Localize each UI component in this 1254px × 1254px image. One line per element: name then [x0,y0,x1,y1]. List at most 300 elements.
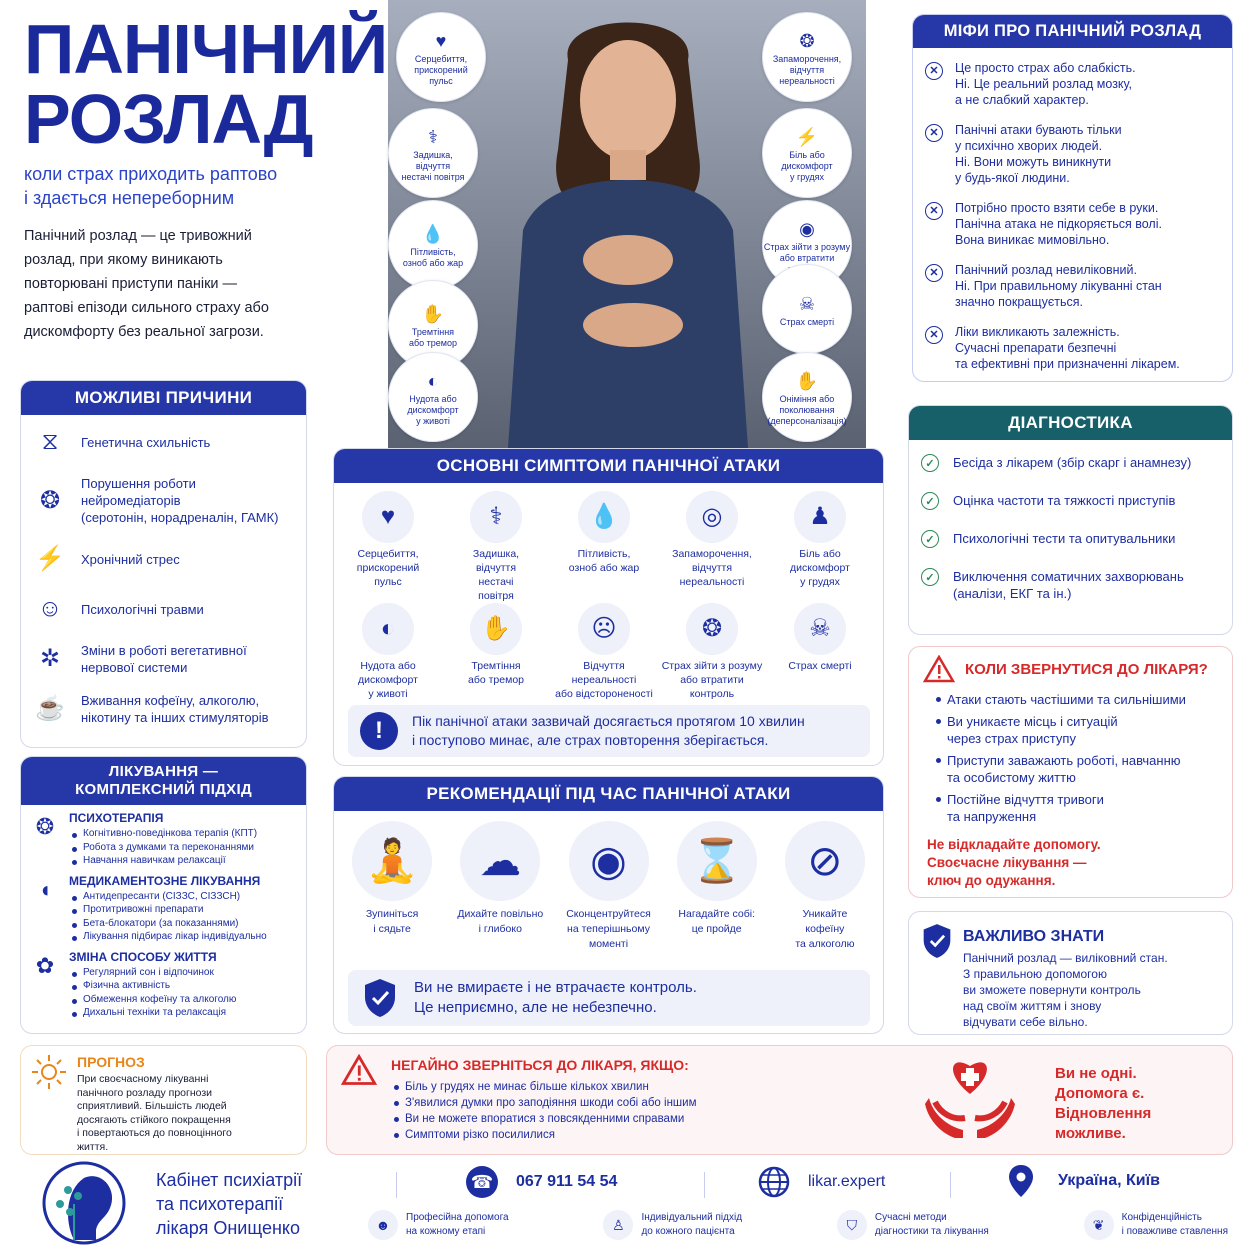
subtitle [24,162,324,210]
hero-symptom-label: Страх смерті [779,316,835,327]
myth-item [925,122,1218,186]
person-icon: ♙ [612,1217,625,1233]
important-line: Панічний розлад — виліковний стан. [963,951,1168,965]
website-url: likar.expert [808,1173,886,1190]
check-circle-icon: ✓ [921,568,939,586]
diagnostic-item [921,454,1220,472]
important-card [908,911,1233,1035]
causes-list [21,415,306,748]
intro-line: дискомфорту без реальної загрози. [24,324,264,340]
eye-icon: ◉ [590,837,627,884]
myth-line: Ліки викликають залежність. [955,325,1120,339]
symptom-label: озноб або жар [568,562,640,574]
cause-item [33,425,294,459]
treatment-item: Робота з думками та переконаннями [69,841,257,855]
check-circle-icon: ✓ [921,530,939,548]
treatment-item: Обмеження кофеїну та алкоголю [69,993,236,1007]
myth-item [925,262,1218,310]
symptom-item [334,603,442,715]
urgent-card [326,1045,1233,1155]
urgent-list [391,1079,871,1143]
symptom-label: Запаморочення, [672,548,752,560]
symptom-item [658,603,766,715]
shield-check-icon [921,922,953,960]
globe-icon [758,1166,790,1198]
urgent-item: Симптоми різко посилилися [391,1127,871,1143]
hero-symptom-label: Страх зійти з розуму [763,241,851,252]
warning-line-1: Не відкладайте допомогу. [927,837,1101,852]
no-drinks-icon: ⊘ [807,837,843,884]
myth-line: значно покращується. [955,295,1084,309]
footer-feature-line: на кожному етапі [406,1226,486,1237]
cause-line: Зміни в роботі вегетативної [81,643,247,658]
stomach-icon: ◐ [380,615,396,642]
causes-card [20,380,307,748]
myth-line: Панічні атаки бувають тільки [955,123,1122,137]
myth-line: Ні. Це реальний розлад мозку, [955,77,1133,91]
phone-number: 067 911 54 54 [516,1173,618,1190]
skull-icon: ☠ [809,615,831,642]
title-line-2: РОЗЛАД [24,80,313,158]
warning-line-3: ключ до одужання. [927,873,1056,888]
myth-line: у будь-якої людини. [955,171,1070,185]
people-icon: ☻ [375,1217,391,1233]
hand-icon: ✋ [795,370,819,391]
treatment-title [21,757,306,805]
diagnostics-card [908,405,1233,635]
important-line: над своїм життям і знову [963,999,1102,1013]
diagnostic-line: Виключення соматичних захворювань [953,569,1184,584]
recommendation-item [663,821,771,952]
hero-symptom-circle [388,200,478,290]
myth-item [925,60,1218,108]
treatment-item: Когнітивно-поведінкова терапія (КПТ) [69,827,257,841]
cause-item [33,642,294,676]
cause-line: нейромедіаторів [81,493,181,508]
title-line-1: ПАНІЧНИЙ [24,10,388,88]
symptom-label: Тремтіння [471,660,521,672]
recommendations-row [334,811,883,952]
hero-symptom-label: у животі [416,415,450,426]
hero-symptom-circle [762,108,852,198]
reassurance-note [348,970,870,1026]
treatment-title-line-1: ЛІКУВАННЯ — [108,763,219,780]
footer-feature-line: і поважливе ставлення [1121,1226,1228,1237]
title-block [24,10,388,344]
cause-item [33,475,294,526]
exclamation-icon: ! [360,712,398,750]
prognosis-line: При своєчасному лікуванні [77,1073,209,1085]
urgent-side-text [1055,1054,1151,1144]
myths-title: МІФИ ПРО ПАНІЧНИЙ РОЗЛАД [913,15,1232,48]
recommendation-label: Нагадайте собі: [678,908,756,920]
diagnostics-title: ДІАГНОСТИКА [909,406,1232,440]
intro-line: Панічний розлад — це тривожний [24,228,252,244]
warning-line-2: Своєчасне лікування — [927,855,1087,870]
myth-line: Це просто страх або слабкість. [955,61,1136,75]
footer-feature-line: до кожного пацієнта [641,1226,735,1237]
hero-symptom-label: Задишка, [413,149,453,160]
footer-feature [837,1210,989,1240]
symptom-item [442,603,550,715]
drop-icon: 💧 [589,503,619,530]
symptom-label: повітря [478,590,514,602]
hero-symptom-circle [388,108,478,198]
lightning-icon: ⚡ [35,545,65,572]
urgent-side-line: Відновлення [1055,1105,1152,1122]
hero-symptom-label: пульс [429,75,453,86]
meditation-icon: 🧘 [365,837,419,884]
hero-symptom-label: Серцебиття, [414,53,468,64]
recommendation-label: Дихайте повільно [457,908,544,920]
peak-note-line-1: Пік панічної атаки зазвичай досягається протягом 10 хвилин [412,713,805,729]
cause-line: (серотонін, норадреналін, ГАМК) [81,510,279,525]
head-icon: ☺ [37,595,63,622]
hero-symptom-label: дискомфорт [407,404,459,415]
prognosis-line: досягають стійкого покращення [77,1113,231,1126]
symptom-label: Пітливість, [577,548,631,560]
check-circle-icon: ✓ [921,492,939,510]
symptom-label: Відчуття [583,660,625,672]
myth-line: Сучасні препарати безпечні [955,341,1117,355]
treatment-item: Дихальні техніки та релаксація [69,1006,236,1020]
warning-icon [923,655,955,683]
peak-note-line-2: і поступово минає, але страх повторення зберігається. [412,732,769,748]
clinic-logo [34,1160,134,1246]
myth-line: а не слабкий характер. [955,93,1089,107]
hero-symptom-label: Пітливість, [410,247,456,257]
footer-feature [1084,1210,1228,1240]
lightning-icon: ⚡ [795,126,819,147]
symptom-label: у животі [368,688,408,700]
phone-icon: ☎ [466,1166,498,1198]
hero-symptom-label: нестачі повітря [401,171,465,182]
hourglass-icon: ⌛ [690,837,743,884]
location-pin-icon [1008,1164,1034,1198]
cause-line: Психологічні травми [81,601,204,617]
myth-line: у психічно хворих людей. [955,139,1103,153]
treatment-item: Фізична активність [69,979,236,993]
symptom-label: Задишка, [472,548,520,560]
lungs-icon: ⚕ [428,126,438,147]
symptom-label: відчуття [475,562,517,574]
urgent-side-line: можливе. [1055,1125,1126,1142]
hero-symptom-circle [388,352,478,442]
reassurance-line-2: Це неприємно, але не небезпечно. [414,999,657,1016]
drop-icon: 💧 [421,224,445,244]
cause-line: Порушення роботи [81,476,196,491]
urgent-item: З'явилися думки про заподіяння шкоди собі або іншим [391,1095,871,1111]
location-text: Україна, Київ [1058,1172,1160,1189]
footer-feature-line: Сучасні методи [874,1212,947,1223]
clinic-name-line-1: Кабінет психіатрії [156,1170,303,1190]
symptom-label: прискорений [356,562,420,574]
hero-symptom-label: Запаморочення, [772,53,842,64]
symptom-label: дискомфорт [358,674,418,686]
symptom-label: Серцебиття, [357,548,419,560]
brain-icon: ❂ [799,30,815,51]
pill-icon: ◖ [38,876,52,902]
hero-symptom-circle [762,352,852,442]
symptom-label: Страх смерті [788,660,852,672]
symptom-item [766,603,874,715]
symptom-label: нестачі [478,576,514,588]
clinic-name [156,1168,302,1240]
recommendation-label: це пройде [691,923,742,935]
recommendation-item [554,821,662,952]
urgent-item: Ви не можете впоратися з повсякденними справами [391,1111,871,1127]
recommendation-label: кофеїну [805,923,845,935]
symptom-label: нереальності [679,576,745,588]
myth-line: та ефективні при призначенні лікарем. [955,357,1180,371]
when-doctor-line: Приступи заважають роботі, навчанню [947,753,1181,768]
symptoms-title: ОСНОВНІ СИМПТОМИ ПАНІЧНОЇ АТАКИ [334,449,883,483]
when-doctor-warning [909,830,1232,896]
recommendation-item [446,821,554,952]
subtitle-line-2: і здається непереборним [24,188,235,208]
important-text [963,950,1168,1030]
diagnostic-item [921,530,1220,548]
prognosis-text [77,1073,232,1154]
footer-feature-line: Конфіденційність [1121,1212,1202,1223]
hero-symptom-circle [396,12,486,102]
cause-line: Хронічний стрес [81,551,180,567]
shield-check-icon [362,977,398,1019]
recommendation-label: і глибоко [478,923,522,935]
important-line: відчувати себе вільно. [963,1015,1088,1029]
treatment-group [29,874,298,944]
hero-symptom-label: Нудота або [409,393,457,404]
when-doctor-item [933,691,1218,708]
symptom-item [766,491,874,603]
location [1008,1164,1160,1198]
helping-hands-icon [925,1054,1015,1138]
symptom-label: або тремор [468,674,524,686]
myth-line: Ні. При правильному лікуванні стан [955,279,1162,293]
x-circle-icon: ✕ [925,62,943,80]
treatment-group-title: МЕДИКАМЕНТОЗНЕ ЛІКУВАННЯ [69,873,261,888]
hero-symptom-label: (деперсоналізація) [767,415,847,426]
treatment-item: Лікування підбирає лікар індивідуально [69,930,267,944]
peak-note [348,705,870,757]
myth-item [925,200,1218,248]
treatment-group [29,950,298,1020]
diagnostic-line: Оцінка частоти та тяжкості приступів [953,493,1176,508]
prognosis-card [20,1045,307,1155]
intro-text [24,224,324,344]
hero-symptom-label: відчуття [415,160,451,171]
when-doctor-line: Атаки стають частішими та сильнішими [947,692,1186,707]
cause-item [33,692,294,726]
brain-icon: ❂ [35,814,55,839]
when-doctor-line: Постійне відчуття тривоги [947,792,1104,807]
cause-item [33,542,294,576]
cause-line: нікотину та інших стимуляторів [81,710,269,725]
hero-symptom-label: Оніміння або [779,393,835,404]
myth-line: Ні. Вони можуть виникнути [955,155,1112,169]
diagnostics-list [909,440,1232,635]
hero-symptom-label: Біль або [789,149,825,160]
dizzy-icon: ◎ [701,503,723,530]
when-doctor-line: та напруження [947,809,1037,824]
intro-line: раптові епізоди сильного страху або [24,300,269,316]
clinic-name-line-2: та психотерапії [156,1194,284,1214]
brain-icon: ❂ [39,486,61,514]
intro-line: повторювані приступи паніки — [24,276,238,292]
leaf-icon: ❦ [1092,1217,1105,1233]
footer [14,1160,1240,1250]
symptoms-grid [334,483,883,715]
when-doctor-item [933,752,1218,786]
symptoms-card [333,448,884,766]
myth-line: Потрібно просто взяти себе в руки. [955,201,1159,215]
lungs-icon: ⚕ [489,503,503,530]
symptom-label: дискомфорт [790,562,850,574]
treatment-group-title: ПСИХОТЕРАПІЯ [69,811,164,825]
brain-icon: ❂ [701,615,723,642]
footer-feature [603,1210,742,1240]
recommendation-label: і сядьте [373,923,411,935]
treatment-group [29,811,298,868]
shield-icon: ⛉ [846,1217,858,1233]
when-doctor-line: через страх приступу [947,731,1076,746]
skull-icon: ☠ [798,293,816,314]
when-doctor-title: КОЛИ ЗВЕРНУТИСЯ ДО ЛІКАРЯ? [965,660,1208,678]
symptom-label: відчуття [691,562,733,574]
hero-symptom-label: поколювання [779,404,835,415]
treatment-item: Регулярний сон і відпочинок [69,966,236,980]
lotus-icon: ✿ [35,952,55,978]
stomach-icon: ◐ [427,370,439,391]
myth-item [925,324,1218,372]
recommendation-label: Сконцентруйтеся [566,908,651,920]
x-circle-icon: ✕ [925,202,943,220]
subtitle-line-1: коли страх приходить раптово [24,164,278,184]
myths-list [913,48,1232,372]
when-doctor-item [933,713,1218,747]
urgent-side-line: Допомога є. [1055,1085,1145,1102]
footer-feature-line: Професійна допомога [406,1212,509,1223]
heart-icon: ♥ [380,503,396,530]
recommendation-item [771,821,879,952]
hero-symptom-label: відчуття [789,64,825,75]
prognosis-line: життя. [77,1140,109,1153]
hand-icon: ✋ [481,615,511,642]
footer-features [368,1210,1228,1240]
symptom-item [550,491,658,603]
recommendation-label: та алкоголю [795,938,855,950]
footer-feature [368,1210,509,1240]
x-circle-icon: ✕ [925,124,943,142]
symptom-item [658,491,766,603]
important-line: З правильною допомогою [963,967,1107,981]
treatment-card [20,756,307,1034]
urgent-side-line: Ви не одні. [1055,1065,1137,1082]
coffee-icon: ☕ [35,695,65,722]
chest-icon: ♟ [809,503,831,530]
diagnostic-line: Психологічні тести та опитувальники [953,531,1176,546]
hero-symptom-label: прискорений [414,64,468,75]
intro-line: розлад, при якому виникають [24,252,223,268]
prognosis-line: сприятливий. Більшість людей [77,1100,227,1112]
cause-line: Вживання кофеїну, алкоголю, [81,693,260,708]
recommendation-label: моменті [588,938,629,950]
causes-title: МОЖЛИВІ ПРИЧИНИ [21,381,306,415]
recommendation-label: на теперішньому [567,923,650,935]
cause-item [33,592,294,626]
hero-symptom-label: або втратити [779,252,835,263]
urgent-item: Біль у грудях не минає більше кількох хвилин [391,1079,871,1095]
when-doctor-card [908,646,1233,898]
recommendation-item [338,821,446,952]
when-doctor-line: Ви уникаєте місць і ситуацій [947,714,1118,729]
hand-icon: ✋ [421,304,445,324]
recommendations-card [333,776,884,1034]
symptom-label: контроль [689,688,735,700]
prognosis-line: і повертаються до повноцінного [77,1127,232,1139]
hero-symptom-label: нереальності [779,75,835,86]
myth-line: Вона виникає мимовільно. [955,233,1110,247]
treatment-list [21,805,306,1032]
myth-line: Панічний розлад невиліковний. [955,263,1137,277]
symptom-label: Страх зійти з розуму [661,660,763,672]
recommendation-label: Уникайте [802,908,848,920]
page-title [24,10,388,158]
face-icon: ☹ [591,615,617,642]
cause-line: нервової системи [81,660,188,675]
website-link[interactable] [758,1166,885,1198]
hero-symptom-label: або тремор [409,338,457,348]
cause-line: Генетична схильність [81,434,211,450]
symptom-label: пульс [374,576,402,588]
hero-symptom-label: дискомфорт [781,160,833,171]
when-doctor-item [933,791,1218,825]
hero-symptom-circle [762,12,852,102]
phone-link[interactable] [466,1166,617,1198]
eye-icon: ◉ [799,218,815,239]
treatment-item: Бета-блокатори (за показаннями) [69,917,267,931]
x-circle-icon: ✕ [925,326,943,344]
symptom-label: або втратити [680,674,744,686]
prognosis-title: ПРОГНОЗ [77,1054,145,1070]
reassurance-line-1: Ви не вмираєте і не втрачаєте контроль. [414,979,697,996]
diagnostic-line: (аналізи, ЕКГ та ін.) [953,586,1072,601]
hero-symptom-label: у грудях [789,171,824,182]
heart-icon: ♥ [435,30,447,51]
symptom-item [442,491,550,603]
clinic-name-line-3: лікаря Онищенко [156,1218,300,1238]
footer-feature-line: Індивідуальний підхід [641,1212,743,1223]
network-icon: ✲ [39,645,61,672]
symptom-label: або відстороненості [555,688,653,700]
treatment-item: Протитривожні препарати [69,903,267,917]
diagnostic-line: Бесіда з лікарем (збір скарг і анамнезу) [953,455,1192,470]
treatment-group-title: ЗМІНА СПОСОБУ ЖИТТЯ [69,949,217,964]
symptom-label: нереальності [571,674,637,686]
hero-symptom-circle [762,264,852,354]
symptom-label: Біль або [799,548,841,560]
diagnostic-item [921,568,1220,602]
dna-icon: ⧖ [41,428,59,455]
treatment-title-line-2: КОМПЛЕКСНИЙ ПІДХІД [75,781,252,798]
recommendation-label: Зупиніться [365,908,419,920]
when-doctor-line: та особистому життю [947,770,1076,785]
symptom-label: Нудота або [360,660,416,672]
treatment-item: Навчання навичкам релаксації [69,854,257,868]
treatment-item: Антидепресанти (СІЗЗС, СІЗЗСН) [69,890,267,904]
diagnostic-item [921,492,1220,510]
when-doctor-list [909,691,1232,825]
